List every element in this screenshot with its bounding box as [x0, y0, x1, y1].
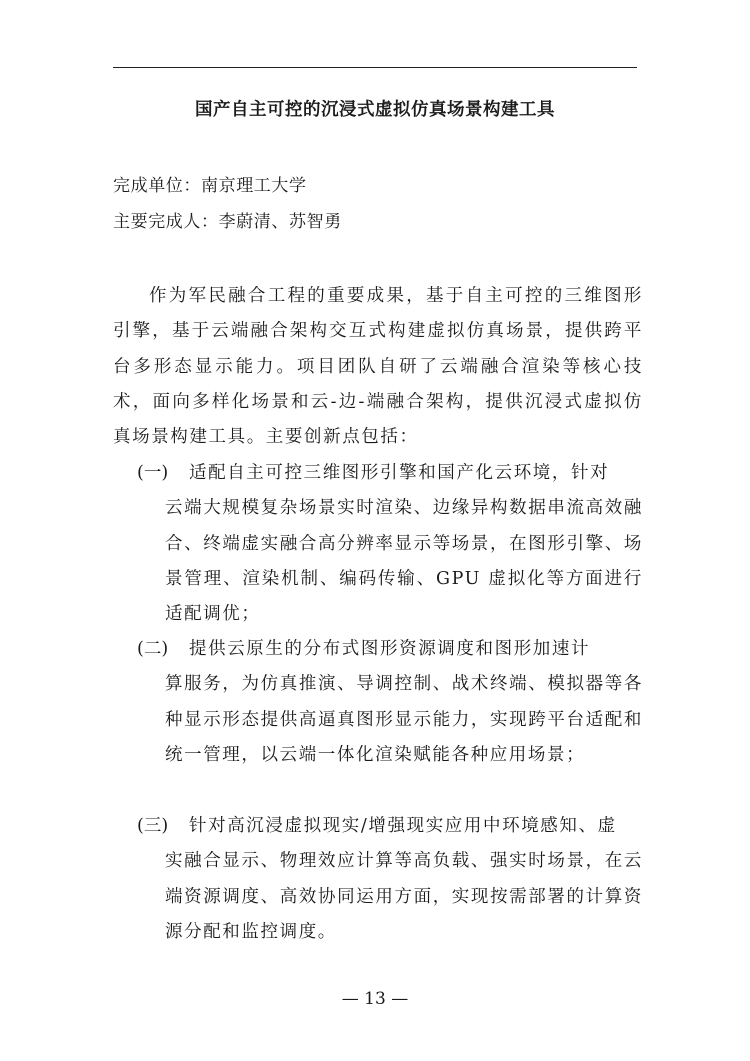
completion-unit: 完成单位：南京理工大学	[113, 176, 307, 196]
intro-paragraph: 作为军民融合工程的重要成果，基于自主可控的三维图形引擎，基于云端融合架构交互式构建虚拟仿真场景，提供跨平台多形态显示能力。项目团队自研了云端融合渲染等核心技术，面向多样化场景和云-边-端融合架构，提供沉浸式虚拟仿真场景构建工具。主要创新点包括：	[113, 286, 643, 448]
item-2-number: (二)	[137, 639, 169, 659]
item-3-first-line	[137, 809, 643, 844]
item-2-body: 算服务，为仿真推演、导调控制、战术终端、模拟器等各种显示形态提供高逼真图形显示能力，实现跨平台适配和统一管理，以云端一体化渲染赋能各种应用场景；	[165, 674, 643, 765]
item-3-number: (三)	[137, 816, 169, 836]
item-3-body: 实融合显示、物理效应计算等高负载、强实时场景，在云端资源调度、高效协同运用方面，实现按需部署的计算资源分配和监控调度。	[165, 851, 643, 942]
completion-people: 主要完成人：李蔚清、苏智勇	[113, 212, 342, 232]
innovation-item-1	[137, 456, 643, 632]
header-rule	[113, 67, 637, 68]
item-1-body: 云端大规模复杂场景实时渲染、边缘异构数据串流高效融合、终端虚实融合高分辨率显示等场景，在图形引擎、场景管理、渲染机制、编码传输、GPU 虚拟化等方面进行适配调优；	[165, 498, 643, 625]
item-2-lead: 提供云原生的分布式图形资源调度和图形加速计	[189, 639, 591, 659]
item-1-first-line	[137, 456, 643, 491]
innovation-item-3	[137, 809, 643, 950]
item-1-number: (一)	[137, 463, 169, 483]
innovation-item-2	[137, 632, 643, 773]
page-number: — 13 —	[341, 989, 409, 1009]
document-title: 国产自主可控的沉浸式虚拟仿真场景构建工具	[195, 100, 555, 120]
item-1-lead: 适配自主可控三维图形引擎和国产化云环境，针对	[189, 463, 610, 483]
item-3-lead: 针对高沉浸虚拟现实/增强现实应用中环境感知、虚	[189, 816, 617, 836]
item-2-first-line	[137, 632, 643, 667]
